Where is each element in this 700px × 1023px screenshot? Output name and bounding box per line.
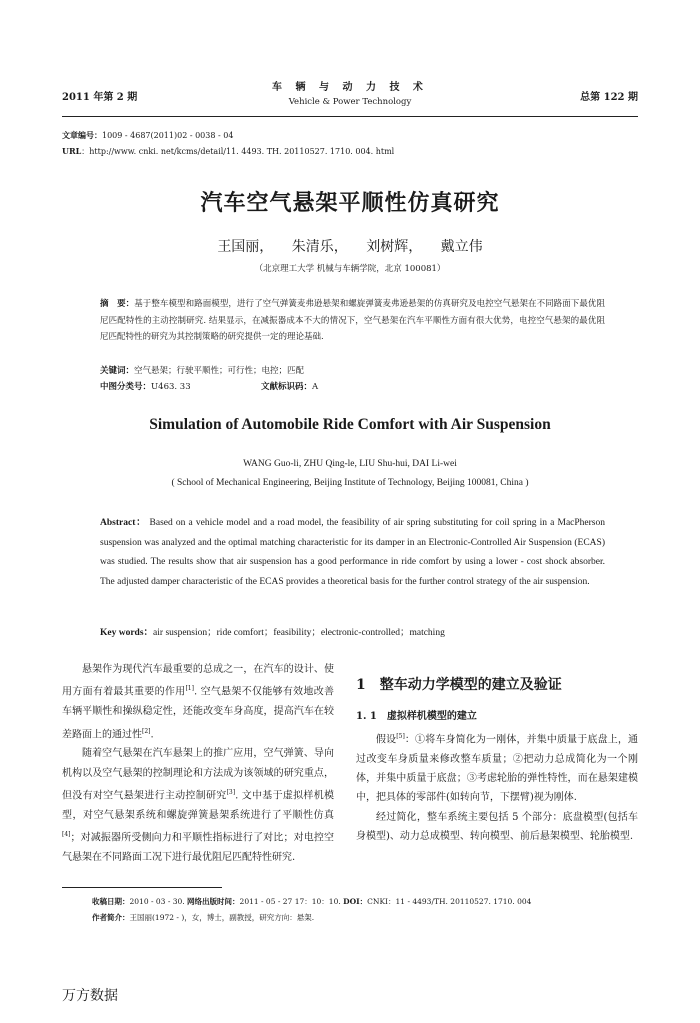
abstract-cn-text: 基于整车模型和路面模型，进行了空气弹簧麦弗逊悬架和螺旋弹簧麦弗逊悬架的仿真研究及电控空气悬架在不同路面下最优阻尼匹配特性的主动控制研究. 结果显示，在减振器成本不大的情况下，空气悬架在汽车平顺性方面有很大优势，电控空气悬架的最优阻尼匹配特性的研究为其控制策略的研究提供一定的理论基础. [100, 299, 605, 342]
citation: [5] [396, 732, 405, 740]
footnote-author [92, 912, 314, 923]
article-number-label: 文章编号： [62, 130, 102, 140]
subsection-heading: 1. 1 虚拟样机模型的建立 [356, 711, 477, 723]
doi-value: CNKI：11 - 4493/TH. 20110527. 1710. 004 [367, 897, 532, 906]
citation: [3] [226, 789, 236, 797]
model-paragraph-1 [356, 727, 638, 808]
title-en: Simulation of Automobile Ride Comfort with Air Suspension [149, 416, 551, 433]
abstract-en [100, 514, 605, 592]
abstract-cn [100, 296, 605, 346]
intro-p2-text-a: 随着空气悬架在汽车悬架上的推广应用，空气弹簧、导向机构以及空气悬架的控制理论和方法成为该领域的研究重点，但没有对空气悬架进行主动控制研究 [62, 748, 334, 802]
abstract-en-label: Abstract： [100, 518, 147, 528]
journal-name-cn: 车 辆 与 动 力 技 术 [272, 82, 428, 93]
affiliation-cn: （北京理工大学 机械与车辆学院，北京 100081） [254, 264, 446, 274]
keywords-cn-label: 关键词： [100, 366, 135, 376]
journal-name-en: Vehicle & Power Technology [288, 97, 412, 107]
section-heading: 1 整车动力学模型的建立及验证 [356, 677, 562, 693]
online-label: 网络出版时间： [187, 897, 240, 906]
keywords-en-label: Key words： [100, 628, 154, 638]
article-url [62, 146, 394, 157]
citation: [4] [62, 831, 71, 839]
intro-p2-text-b: . 文中基于虚拟样机模型，对空气悬架系统和螺旋弹簧悬架系统进行了平顺性仿真 [62, 790, 335, 821]
received-date: 2010 - 03 - 30. [129, 897, 188, 906]
author-bio-text: 王国丽(1972 - )，女，博士，副教授，研究方向：悬架. [129, 913, 315, 922]
keywords-cn [100, 363, 605, 395]
citation: [1] [185, 685, 194, 693]
citation: [2] [142, 727, 151, 735]
keywords-en [100, 624, 605, 638]
url-label: URL [62, 146, 82, 156]
header-issue: 2011 年第 2 期 [62, 92, 138, 103]
title-cn: 汽车空气悬架平顺性仿真研究 [200, 190, 500, 216]
watermark: 万方数据 [62, 988, 118, 1004]
model-p1-text-a: 假设 [376, 734, 397, 746]
keywords-en-text: air suspension；ride comfort；feasibility；electronic-controlled；matching [153, 628, 445, 638]
clc-value: U463. 33 [151, 382, 191, 392]
intro-p1-text-b: . 空气悬架不仅能够有效地改善车辆平顺性和操纵稳定性，还能改变车身高度，提高汽车在较差路面上的通过性 [62, 686, 335, 740]
header-total-issue: 总第 122 期 [580, 92, 638, 103]
intro-p2-text-c: ；对减振器所受侧向力和平顺性指标进行了对比；对电控空气悬架在不同路面工况下进行最优阻尼匹配特性研究. [62, 832, 334, 863]
intro-paragraph-1 [62, 660, 334, 744]
doc-code-value: A [312, 382, 319, 392]
footnote-rule [62, 887, 222, 888]
intro-p1-text-a: 悬架作为现代汽车最重要的总成之一，在汽车的设计、使用方面有着最其重要的作用 [62, 664, 334, 698]
clc-label: 中图分类号： [100, 382, 152, 392]
abstract-cn-label: 摘 要： [100, 299, 135, 309]
authors-cn: 王国丽， 朱清乐， 刘树辉， 戴立伟 [217, 239, 483, 255]
received-label: 收稿日期： [92, 897, 130, 906]
body-right-column [356, 676, 638, 847]
abstract-en-text: Based on a vehicle model and a road model, the feasibility of air spring substituting for coil spring in a MacPherson suspension was analyzed and the optimal matching characteristic for its damper in an Electronic-Controlled Air Suspension (ECAS) was studied. The results show that air suspension has a good performance in ride comfort by using a lower - cost shock absorber. The adjusted damper characteristic of the ECAS provides a theoretical basis for the further control strategy of the air suspension. [100, 518, 605, 587]
doi-label: DOI： [343, 897, 368, 906]
header-rule [62, 116, 638, 117]
intro-paragraph-2 [62, 744, 334, 867]
model-p1-text-b: ：①将车身简化为一刚体，并集中质量于底盘上，通过改变车身质量来修改整车质量；②把动力总成简化为一个刚体，并集中质量于底盘；③考虑轮胎的弹性特性，而在悬架建模中，把具体的零部件(如转向节，下摆臂)视为刚体. [356, 734, 639, 804]
article-number [62, 130, 233, 141]
keywords-cn-text: 空气悬架；行驶平顺性；可行性；电控；匹配 [134, 366, 305, 376]
model-paragraph-2: 经过简化，整车系统主要包括 5 个部分：底盘模型(包括车身模型)、动力总成模型、转向模型、前后悬架模型、轮胎模型. [356, 811, 638, 843]
footnote-dates [92, 896, 531, 907]
body-left-column [62, 660, 334, 867]
authors-en: WANG Guo-li, ZHU Qing-le, LIU Shu-hui, DAI Li-wei [243, 459, 457, 469]
intro-p1-text-c: . [150, 728, 154, 740]
online-date: 2011 - 05 - 27 17：10：10. [239, 897, 344, 906]
doc-code-label: 文献标识码： [261, 382, 313, 392]
author-bio-label: 作者简介： [92, 913, 130, 922]
affiliation-en: ( School of Mechanical Engineering, Beijing Institute of Technology, Beijing 100081, China ) [171, 478, 529, 488]
url-value: ：http://www. cnki. net/kcms/detail/11. 4493. TH. 20110527. 1710. 004. html [81, 147, 395, 156]
header-journal [200, 78, 500, 107]
article-number-value: 1009 - 4687(2011)02 - 0038 - 04 [102, 131, 234, 140]
